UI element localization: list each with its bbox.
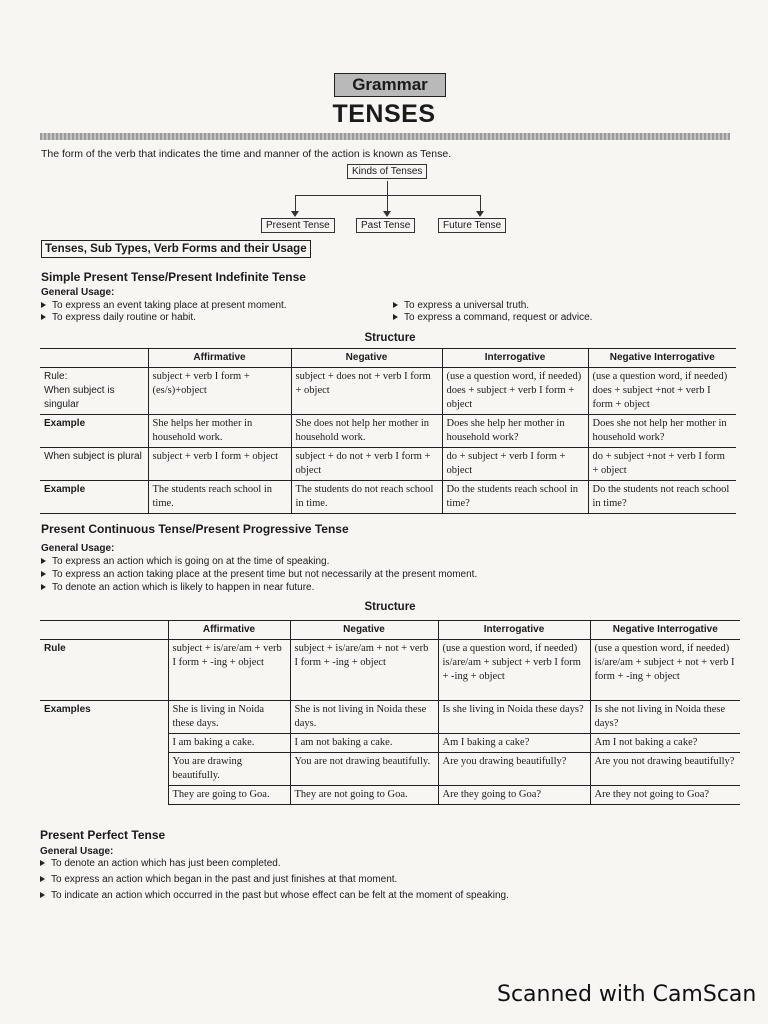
bullet-icon [40, 892, 45, 898]
table-cell: subject + is/are/am + verb I form + -ing + object [168, 640, 290, 701]
bullet-icon [41, 584, 46, 590]
tree-connector-left [295, 195, 296, 212]
table-cell: (use a question word, if needed) does + subject +not + verb I form + object [588, 368, 736, 415]
header-cell: Affirmative [168, 621, 290, 640]
table-cell: I am baking a cake. [168, 734, 290, 753]
table-cell: Am I not baking a cake? [590, 734, 740, 753]
title-divider [40, 133, 730, 140]
usage-bullet: To express daily routine or habit. [41, 312, 196, 323]
header-cell [40, 349, 148, 368]
row-label: Examples [44, 704, 91, 715]
table-cell: Am I baking a cake? [438, 734, 590, 753]
table-row [40, 701, 740, 734]
arrow-down-icon [291, 211, 299, 217]
table-cell: She helps her mother in household work. [148, 415, 291, 448]
row-label: Rule: When subject is singular [40, 368, 148, 415]
table-cell: subject + verb I form + (es/s)+object [148, 368, 291, 415]
tree-connector-mid [387, 195, 388, 212]
table-cell: They are going to Goa. [168, 786, 290, 805]
table-cell: You are drawing beautifully. [168, 753, 290, 786]
bullet-icon [41, 314, 46, 320]
section-title: Tenses, Sub Types, Verb Forms and their Usage [41, 240, 311, 258]
page-title: TENSES [332, 100, 436, 128]
general-usage-label: General Usage: [40, 846, 114, 857]
usage-bullet: To denote an action which has just been completed. [40, 858, 281, 869]
table-row [40, 640, 740, 701]
table-cell: subject + does not + verb I form + object [291, 368, 442, 415]
table-cell: She does not help her mother in household work. [291, 415, 442, 448]
header-cell [40, 621, 168, 640]
simple-present-table [40, 348, 736, 514]
bullet-icon [40, 876, 45, 882]
tree-node-future: Future Tense [438, 218, 506, 233]
table-header-row [40, 621, 740, 640]
usage-bullet: To express a universal truth. [393, 300, 529, 311]
camscanner-watermark: Scanned with CamScan [497, 982, 757, 1007]
grammar-label: Grammar [334, 73, 446, 97]
header-cell: Negative Interrogative [588, 349, 736, 368]
header-cell: Affirmative [148, 349, 291, 368]
row-label: Example [40, 415, 148, 448]
table-row [40, 481, 736, 514]
bullet-icon [393, 314, 398, 320]
header-cell: Interrogative [442, 349, 588, 368]
structure-label: Structure [364, 601, 416, 613]
arrow-down-icon [383, 211, 391, 217]
intro-text: The form of the verb that indicates the time and manner of the action is known as Tense. [41, 148, 452, 160]
bullet-icon [41, 302, 46, 308]
table-cell: She is not living in Noida these days. [290, 701, 438, 734]
bullet-icon [41, 558, 46, 564]
table-cell: do + subject +not + verb I form + object [588, 448, 736, 481]
simple-present-heading: Simple Present Tense/Present Indefinite Tense [41, 270, 306, 284]
present-continuous-table [40, 620, 740, 805]
general-usage-label: General Usage: [41, 543, 115, 554]
bullet-icon [393, 302, 398, 308]
table-cell: The students reach school in time. [148, 481, 291, 514]
row-label: Example [40, 481, 148, 514]
table-row [40, 448, 736, 481]
table-cell: She is living in Noida these days. [168, 701, 290, 734]
table-cell: Is she living in Noida these days? [438, 701, 590, 734]
table-cell: Do the students not reach school in time? [588, 481, 736, 514]
table-cell: The students do not reach school in time. [291, 481, 442, 514]
usage-bullet: To express an action taking place at the present time but not necessarily at the present moment. [41, 569, 477, 580]
table-cell: Are they not going to Goa? [590, 786, 740, 805]
table-cell: Are you not drawing beautifully? [590, 753, 740, 786]
bullet-icon [40, 860, 45, 866]
table-cell: subject + verb I form + object [148, 448, 291, 481]
tree-connector-right [480, 195, 481, 212]
header-cell: Interrogative [438, 621, 590, 640]
usage-bullet: To express an action which began in the past and just finishes at that moment. [40, 874, 397, 885]
usage-bullet: To express a command, request or advice. [393, 312, 592, 323]
usage-bullet: To express an action which is going on at the time of speaking. [41, 556, 329, 567]
header-cell: Negative [291, 349, 442, 368]
table-cell: They are not going to Goa. [290, 786, 438, 805]
structure-label: Structure [364, 332, 416, 344]
tree-node-past: Past Tense [356, 218, 415, 233]
tree-branch [295, 195, 481, 196]
usage-bullet: To indicate an action which occurred in the past but whose effect can be felt at the moment of speaking. [40, 890, 509, 901]
general-usage-label: General Usage: [41, 287, 115, 298]
table-cell: (use a question word, if needed) is/are/am + subject + verb I form + -ing + object [438, 640, 590, 701]
header-cell: Negative [290, 621, 438, 640]
usage-bullet: To denote an action which is likely to happen in near future. [41, 582, 314, 593]
table-cell: do + subject + verb I form + object [442, 448, 588, 481]
table-cell: Does she help her mother in household work? [442, 415, 588, 448]
table-cell: (use a question word, if needed) does + subject + verb I form + object [442, 368, 588, 415]
table-cell: You are not drawing beautifully. [290, 753, 438, 786]
table-cell: I am not baking a cake. [290, 734, 438, 753]
table-row [40, 415, 736, 448]
tree-root: Kinds of Tenses [347, 164, 427, 179]
present-continuous-heading: Present Continuous Tense/Present Progressive Tense [41, 522, 349, 536]
header-cell: Negative Interrogative [590, 621, 740, 640]
table-row [40, 368, 736, 415]
table-header-row [40, 349, 736, 368]
table-cell: subject + do not + verb I form + object [291, 448, 442, 481]
usage-bullet: To express an event taking place at present moment. [41, 300, 287, 311]
table-cell: Do the students reach school in time? [442, 481, 588, 514]
tree-node-present: Present Tense [261, 218, 335, 233]
table-cell: Are they going to Goa? [438, 786, 590, 805]
arrow-down-icon [476, 211, 484, 217]
table-cell: Is she not living in Noida these days? [590, 701, 740, 734]
table-cell: subject + is/are/am + not + verb I form + -ing + object [290, 640, 438, 701]
tree-stem [387, 181, 388, 195]
table-cell: Are you drawing beautifully? [438, 753, 590, 786]
row-label: Rule [40, 640, 168, 701]
bullet-icon [41, 571, 46, 577]
table-cell: (use a question word, if needed) is/are/am + subject + not + verb I form + -ing + object [590, 640, 740, 701]
present-perfect-heading: Present Perfect Tense [40, 828, 166, 842]
row-label: When subject is plural [40, 448, 148, 481]
table-cell: Does she not help her mother in household work? [588, 415, 736, 448]
